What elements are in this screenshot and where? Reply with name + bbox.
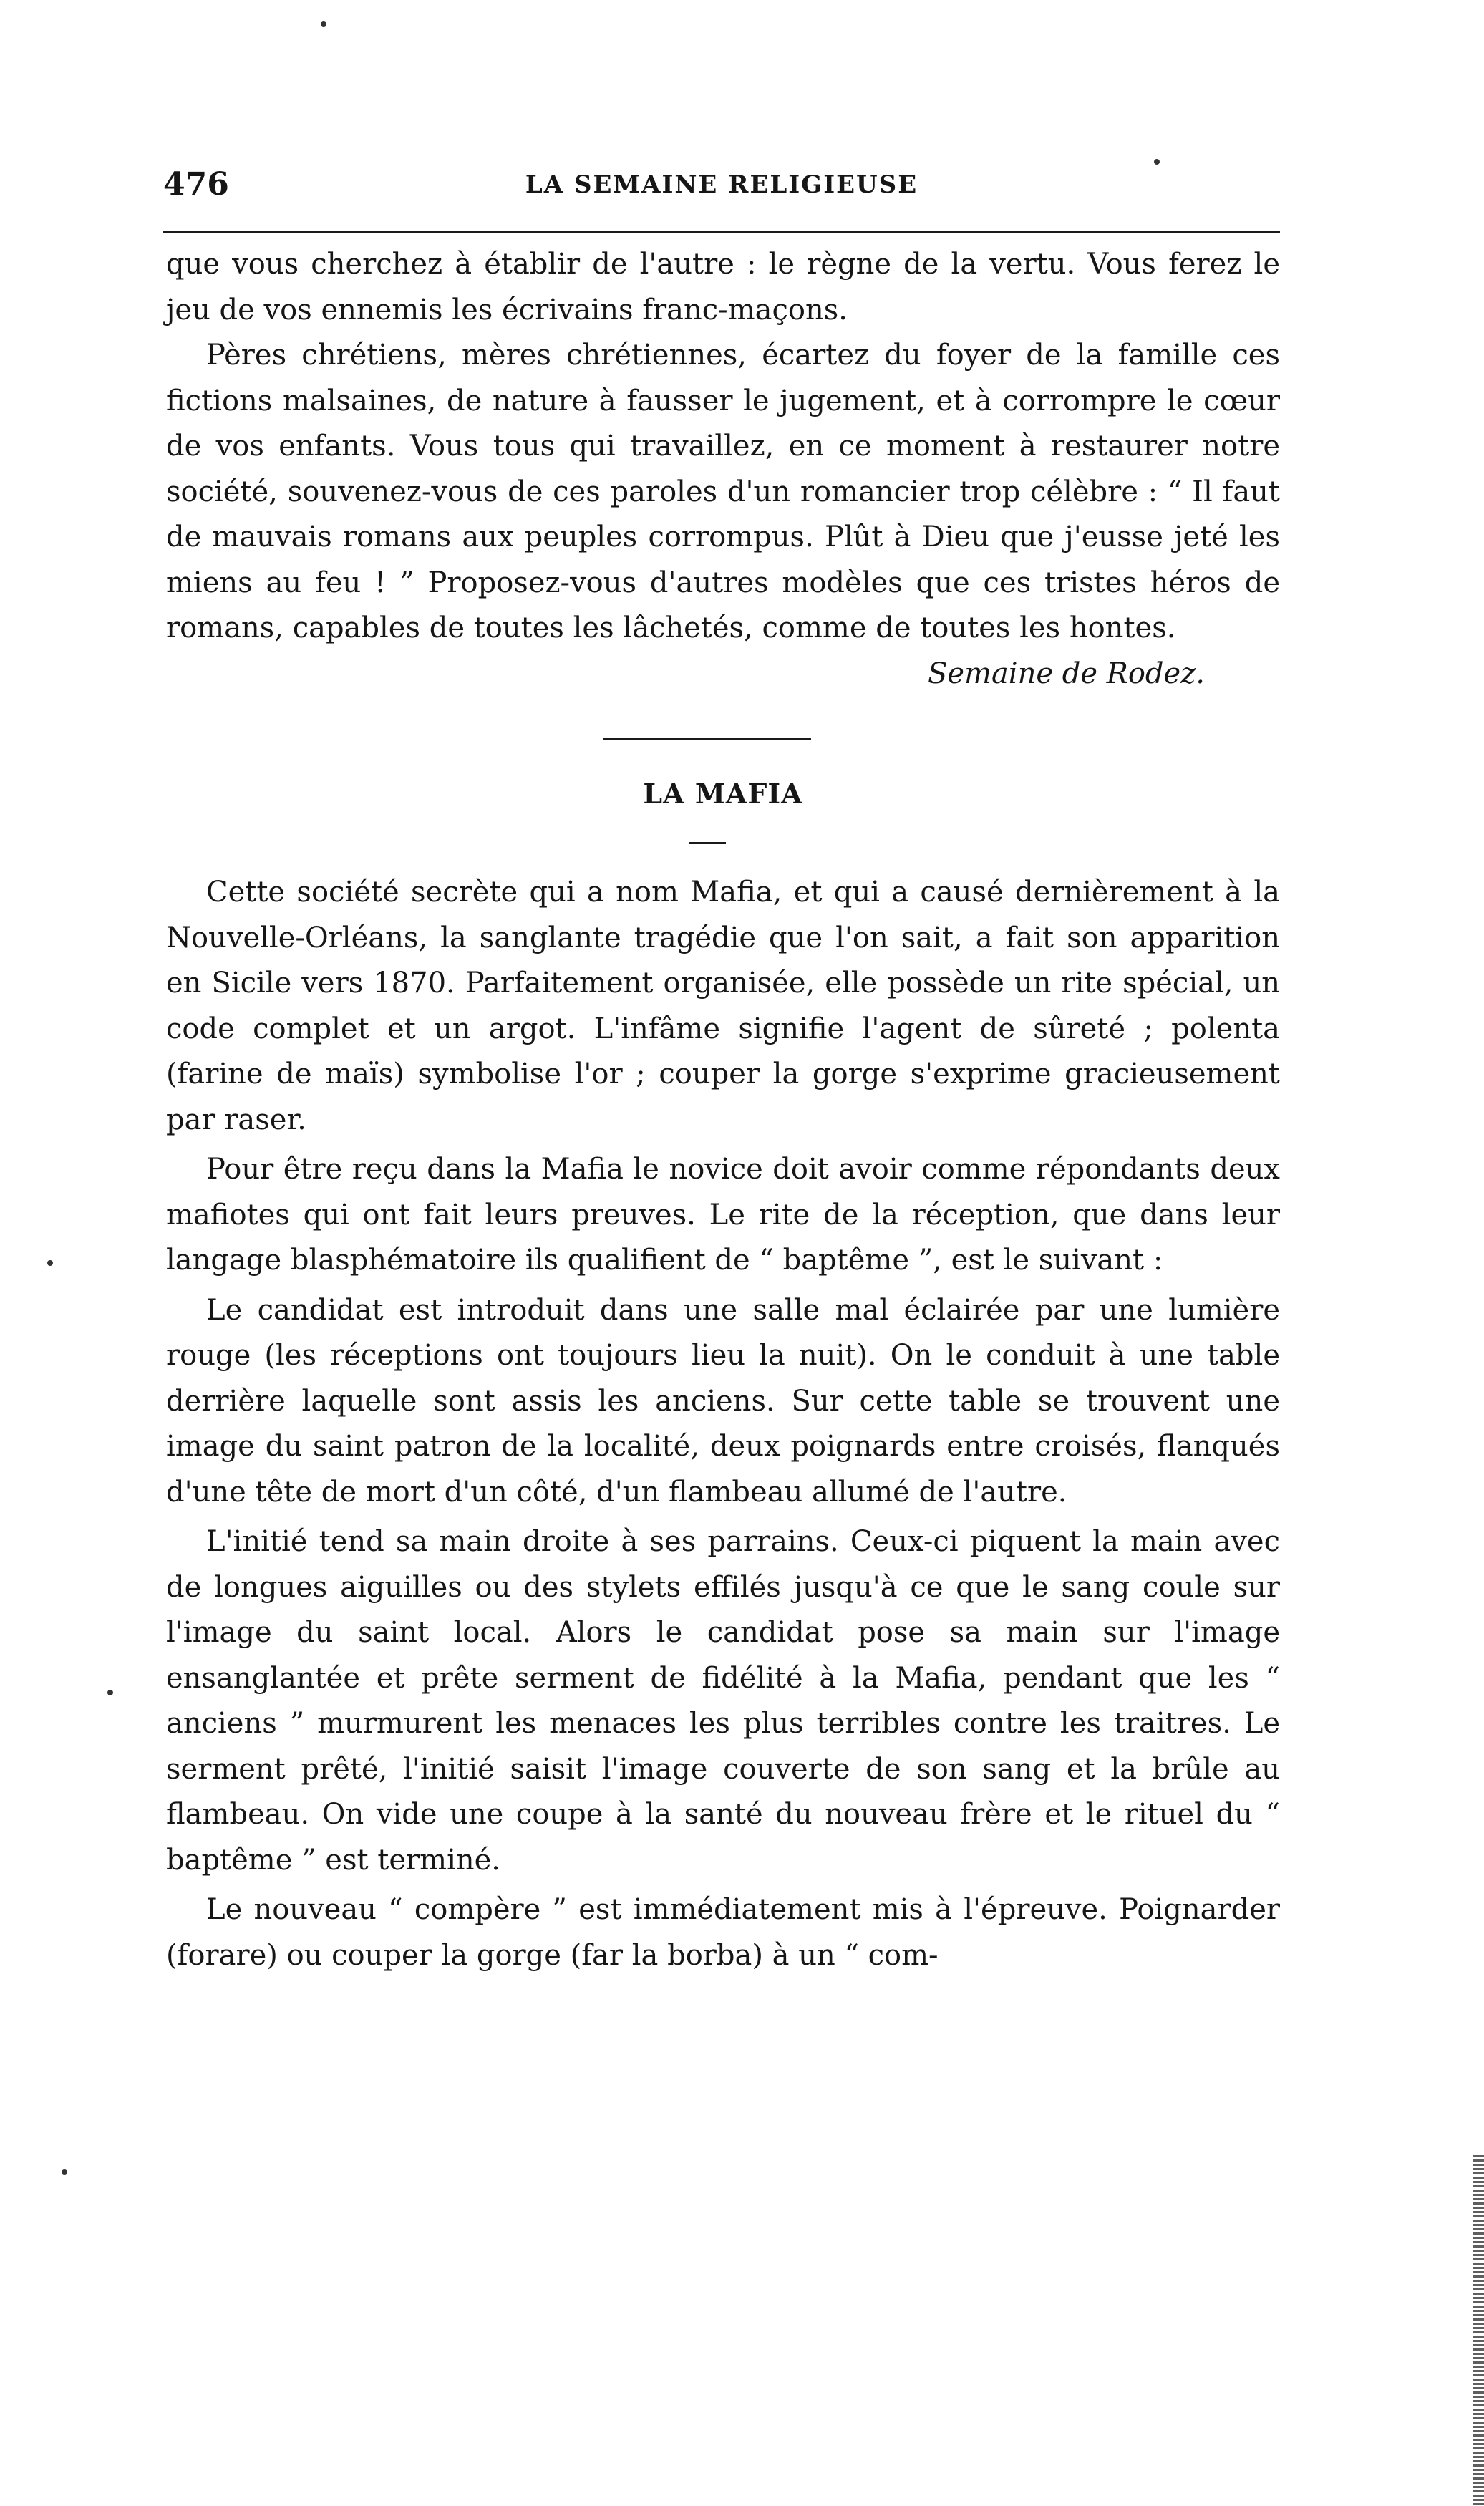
header-rule (163, 231, 1280, 233)
section-divider (603, 738, 811, 740)
section-title: LA MAFIA (643, 778, 803, 810)
body-text (166, 242, 1280, 1978)
page-number: 476 (163, 166, 229, 203)
page-edge-shadow (1473, 2155, 1484, 2506)
article-paragraph: Pères chrétiens, mères chrétiennes, écartez du foyer de la famille ces fictions malsaines, de nature à fausser le jugement, et à corrompre le cœur de vos enfants. Vous tous qui travaillez, en ce moment à restaurer notre société, souvenez-vous de ces paroles d'un romancier trop célèbre : “ Il faut de mauvais romans aux peuples corrompus. Plût à Dieu que j'eusse jeté les miens au feu ! ” Proposez-vous d'autres modèles que ces tristes héros de romans, capables de toutes les lâchetés, comme de toutes les hontes. (166, 339, 1280, 644)
section-paragraph-2: Pour être reçu dans la Mafia le novice doit avoir comme répondants deux mafiotes qui ont fait leurs preuves. Le rite de la réception, que dans leur langage blasphématoire ils qualifient de “ baptême ”, est le suivant : (166, 1153, 1280, 1277)
scan-speck (1154, 159, 1160, 165)
scan-speck (107, 1690, 113, 1695)
section-paragraph-5: Le nouveau “ compère ” est immédiatement mis à l'épreuve. Poignarder (forare) ou couper la gorge (far la borba) à un “ com- (166, 1893, 1280, 1972)
scan-speck (321, 21, 326, 27)
running-head (163, 166, 1280, 209)
scan-speck (47, 1260, 53, 1266)
title-dash (689, 842, 726, 844)
article-source: Semaine de Rodez. (927, 657, 1205, 690)
article-paragraph-continued: que vous cherchez à établir de l'autre : le règne de la vertu. Vous ferez le jeu de vos ennemis les écrivains franc-maçons. (166, 248, 1280, 326)
section-paragraph-4: L'initié tend sa main droite à ses parrains. Ceux-ci piquent la main avec de longues aiguilles ou des stylets effilés jusqu'à ce que le sang coule sur l'image du saint local. Alors le candidat pose sa main sur l'image ensanglantée et prête serment de fidélité à la Mafia, pendant que les “ anciens ” murmurent les menaces les plus terribles contre les traitres. Le serment prêté, l'initié saisit l'image couverte de son sang et la brûle au flambeau. On vide une coupe à la santé du nouveau frère et le rituel du “ baptême ” est terminé. (166, 1525, 1280, 1877)
section-paragraph-1: Cette société secrète qui a nom Mafia, et qui a causé dernièrement à la Nouvelle-Orléans, la sanglante tragédie que l'on sait, a fait son apparition en Sicile vers 1870. Parfaitement organisée, elle possède un rite spécial, un code complet et un argot. L'infâme signifie l'agent de sûreté ; polenta (farine de maïs) symbolise l'or ; couper la gorge s'exprime gracieusement par raser. (166, 876, 1280, 1136)
scan-speck (62, 2169, 67, 2175)
section-paragraph-3: Le candidat est introduit dans une salle mal éclairée par une lumière rouge (les réceptions ont toujours lieu la nuit). On le conduit à une table derrière laquelle sont assis les anciens. Sur cette table se trouvent une image du saint patron de la localité, deux poignards entre croisés, flanqués d'une tête de mort d'un côté, d'un flambeau allumé de l'autre. (166, 1293, 1280, 1509)
journal-title: LA SEMAINE RELIGIEUSE (525, 170, 918, 199)
